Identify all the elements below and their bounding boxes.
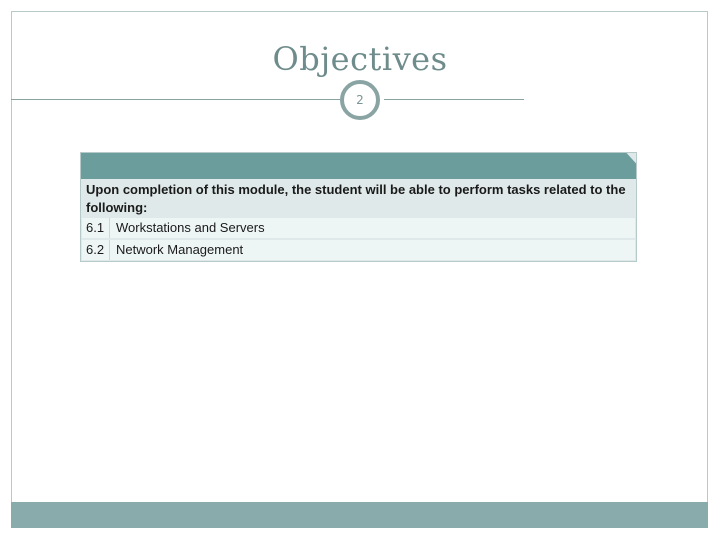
title-divider-right: [384, 99, 524, 100]
slide-title: Objectives: [272, 40, 448, 78]
page-number-badge: [340, 80, 380, 120]
title-divider-left: [11, 99, 341, 100]
objectives-table: [80, 152, 637, 262]
table-row: [82, 240, 635, 260]
page-number: 2: [356, 93, 364, 107]
row-text: Network Management: [116, 242, 244, 257]
table-header-band: [81, 153, 636, 179]
table-row: [82, 218, 635, 238]
objectives-intro: Upon completion of this module, the student will be able to perform tasks related to the following:: [86, 182, 626, 215]
footer-band: [11, 502, 708, 528]
row-number: 6.1: [82, 218, 110, 238]
row-number: 6.2: [82, 240, 110, 260]
row-text: Workstations and Servers: [116, 220, 265, 235]
objectives-rows: [82, 218, 635, 262]
